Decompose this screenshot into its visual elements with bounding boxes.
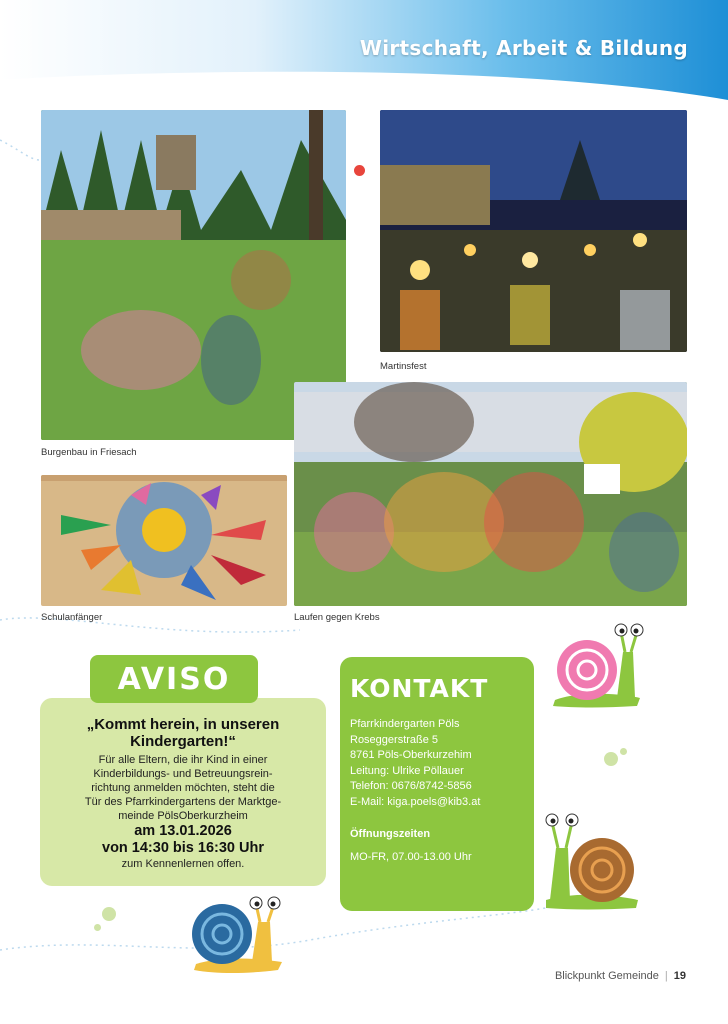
kontakt-city: 8761 Pöls-Oberkurzehim (350, 749, 472, 761)
photo-schulanfaenger (41, 475, 287, 606)
aviso-time: von 14:30 bis 16:30 Uhr (102, 840, 264, 856)
pink-snail-icon (545, 622, 645, 712)
kontakt-name: Pfarrkindergarten Pöls (350, 718, 460, 730)
green-dot-decoration (620, 748, 627, 755)
aviso-body-line: meinde PölsOberkurzheim (118, 810, 248, 822)
publication-name: Blickpunkt Gemeinde (554, 970, 659, 982)
aviso-body-line: Tür des Pfarrkindergartens der Marktge- (84, 796, 282, 808)
green-dot-decoration (604, 752, 618, 766)
page-footer (555, 970, 686, 982)
caption-schulanfaenger: Schulanfänger (41, 612, 103, 623)
green-dot-decoration (102, 907, 116, 921)
caption-laufen-gegen-krebs: Laufen gegen Krebs (294, 612, 380, 623)
section-title: Wirtschaft, Arbeit & Bildung (359, 36, 688, 60)
page-number: 19 (673, 970, 686, 982)
aviso-date: am 13.01.2026 (134, 823, 232, 839)
aviso-headline: „Kommt herein, in unseren Kindergarten!“ (86, 716, 280, 750)
brown-snail-icon (542, 808, 642, 912)
aviso-body-line: Kinderbildungs- und Betreuungsrein- (93, 768, 273, 780)
caption-burgenbau: Burgenbau in Friesach (41, 447, 137, 458)
aviso-closing: zum Kennenlernen offen. (121, 858, 245, 870)
aviso-badge (90, 655, 258, 703)
kontakt-box (340, 657, 534, 911)
photo-martinsfest (380, 110, 687, 352)
aviso-body-line: Für alle Eltern, die ihr Kind in einer (98, 754, 268, 766)
blue-snail-icon (186, 896, 286, 976)
red-dot-decoration (354, 165, 365, 176)
aviso-box (40, 698, 326, 886)
aviso-badge-label: AVISO (117, 661, 231, 697)
photo-laufen-gegen-krebs (294, 382, 687, 606)
footer-separator: | (664, 970, 668, 982)
kontakt-title: KONTAKT (350, 674, 489, 703)
kontakt-phone: Telefon: 0676/8742-5856 (350, 780, 472, 792)
kontakt-hours-title: Öffnungszeiten (350, 828, 431, 840)
kontakt-hours: MO-FR, 07.00-13.00 Uhr (350, 851, 472, 863)
caption-martinsfest: Martinsfest (380, 361, 427, 372)
kontakt-street: Roseggerstraße 5 (350, 733, 439, 746)
kontakt-leitung: Leitung: Ulrike Pöllauer (350, 764, 464, 777)
kontakt-email-link[interactable]: E-Mail: kiga.poels@kib3.at (350, 795, 481, 808)
aviso-body-line: richtung anmelden möchten, steht die (91, 782, 275, 794)
green-dot-decoration (94, 924, 101, 931)
